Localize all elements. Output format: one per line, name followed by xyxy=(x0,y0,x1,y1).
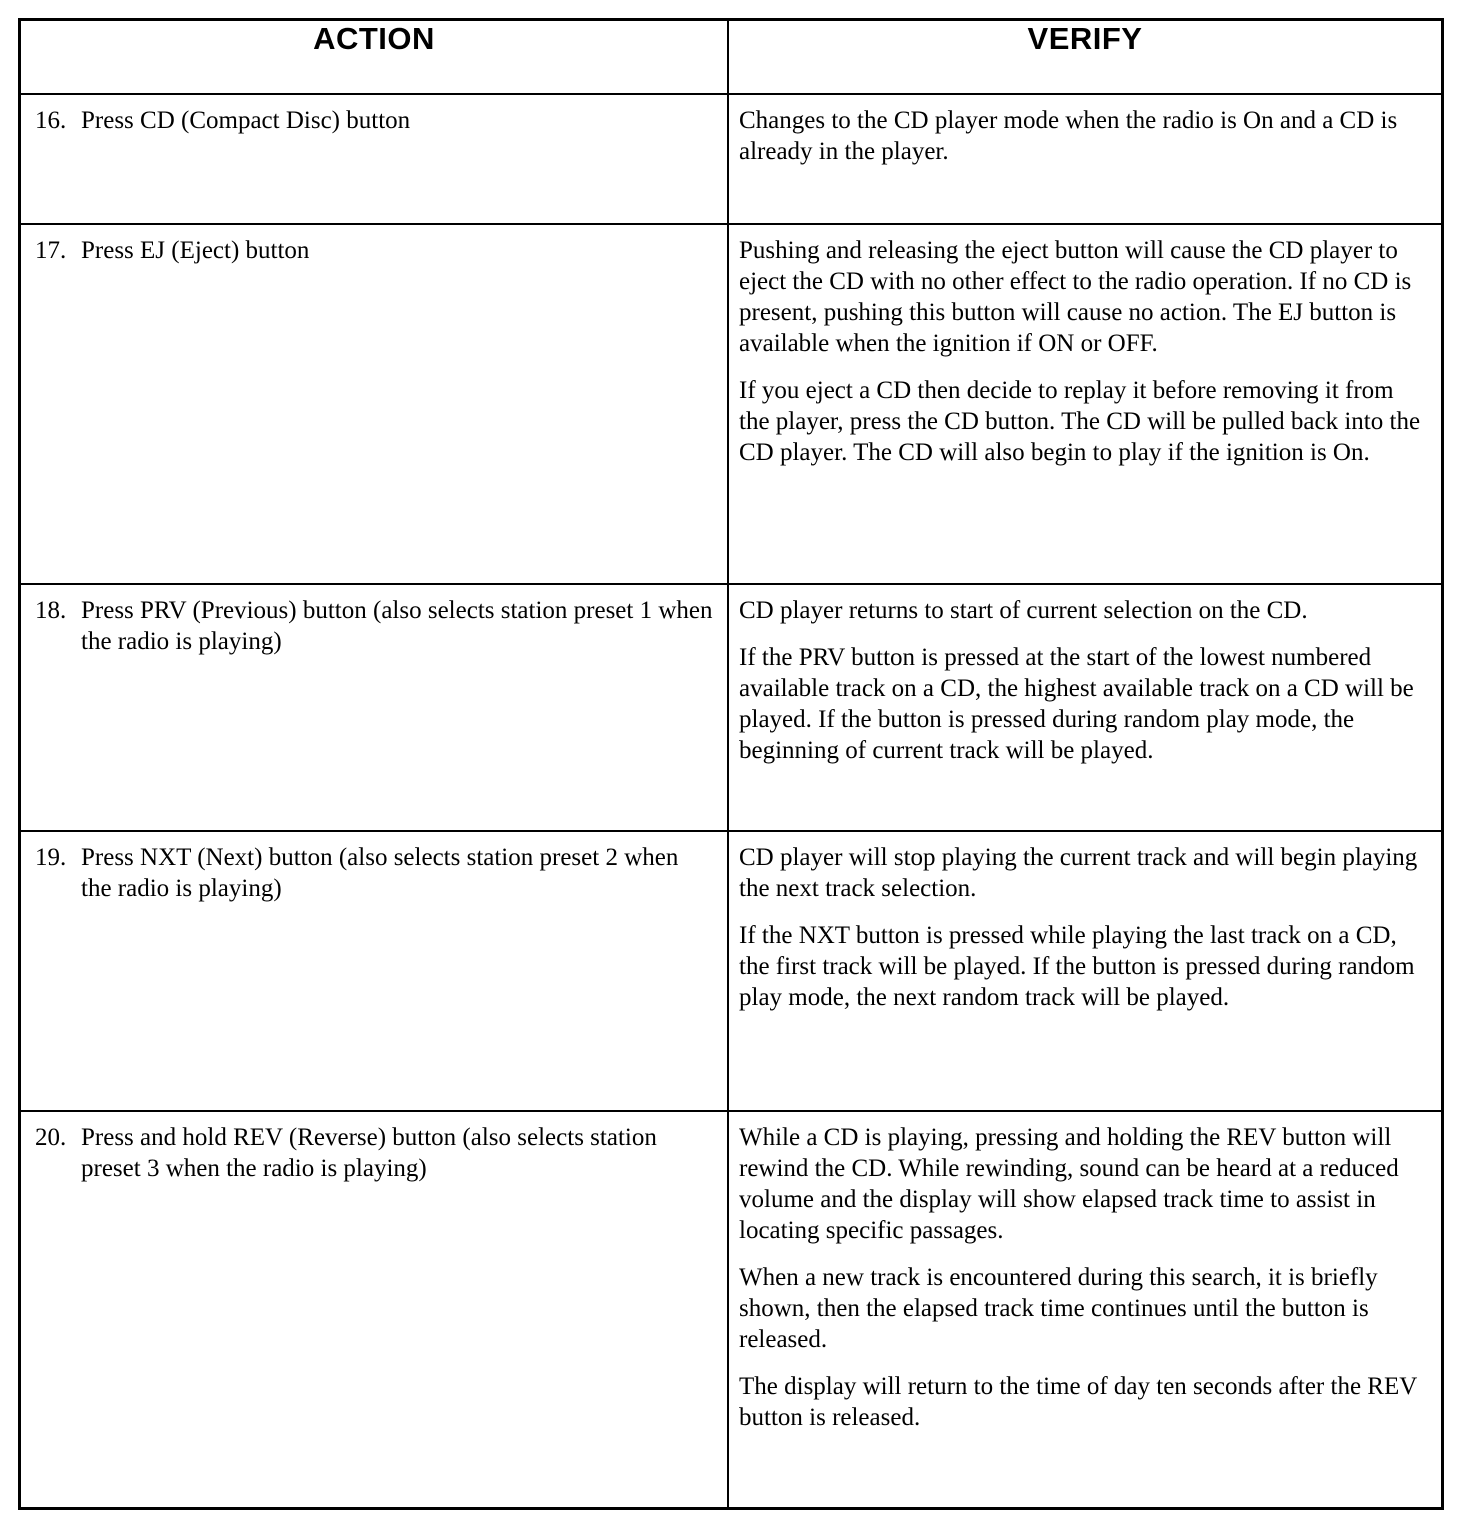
action-text: Press and hold REV (Reverse) button (also selects station preset 3 when the radio is playing) xyxy=(81,1124,657,1182)
table-row xyxy=(21,94,1441,224)
table-row xyxy=(21,1111,1441,1507)
table-row xyxy=(21,831,1441,1111)
action-text: Press PRV (Previous) button (also selects station preset 1 when the radio is playing) xyxy=(81,597,713,655)
action-text: Press NXT (Next) button (also selects station preset 2 when the radio is playing) xyxy=(81,844,679,902)
verify-paragraph: The display will return to the time of day ten seconds after the REV button is released. xyxy=(739,1373,1417,1431)
action-text: Press CD (Compact Disc) button xyxy=(81,107,411,134)
verify-paragraph: If the PRV button is pressed at the start of the lowest numbered available track on a CD, the highest available track on a CD will be played. If the button is pressed during random play mode, the beginning of current track will be played. xyxy=(739,644,1414,764)
verify-cell xyxy=(728,831,1441,1111)
verify-paragraph: CD player returns to start of current selection on the CD. xyxy=(739,597,1308,624)
header-row xyxy=(21,21,1441,94)
step-number: 20. xyxy=(35,1124,67,1151)
action-text: Press EJ (Eject) button xyxy=(81,237,310,264)
verify-paragraph: CD player will stop playing the current track and will begin playing the next track selection. xyxy=(739,844,1418,902)
verify-paragraph: While a CD is playing, pressing and holding the REV button will rewind the CD. While rewinding, sound can be heard at a reduced volume and the display will show elapsed track time to assist in locating specific passages. xyxy=(739,1124,1399,1244)
action-cell xyxy=(21,584,728,831)
verify-paragraph: If the NXT button is pressed while playing the last track on a CD, the first track will be played. If the button is pressed during random play mode, the next random track will be played. xyxy=(739,922,1415,1011)
action-cell xyxy=(21,94,728,224)
step-number: 17. xyxy=(35,237,67,264)
verify-paragraph: When a new track is encountered during this search, it is briefly shown, then the elapsed track time continues until the button is released. xyxy=(739,1264,1378,1353)
step-number: 18. xyxy=(35,597,67,624)
verify-paragraph: If you eject a CD then decide to replay it before removing it from the player, press the CD button. The CD will be pulled back into the CD player. The CD will also begin to play if the ignition is On. xyxy=(739,377,1421,466)
action-column-header: ACTION xyxy=(21,21,728,94)
procedure-table-frame xyxy=(18,18,1444,1510)
action-cell xyxy=(21,831,728,1111)
verify-paragraph: Pushing and releasing the eject button will cause the CD player to eject the CD with no other effect to the radio operation. If no CD is present, pushing this button will cause no action. The EJ button is available when the ignition if ON or OFF. xyxy=(739,237,1412,357)
action-cell xyxy=(21,224,728,584)
table-row xyxy=(21,584,1441,831)
procedure-table xyxy=(21,21,1441,1507)
verify-cell xyxy=(728,94,1441,224)
verify-column-header: VERIFY xyxy=(728,21,1441,94)
verify-cell xyxy=(728,1111,1441,1507)
verify-paragraph: Changes to the CD player mode when the radio is On and a CD is already in the player. xyxy=(739,107,1398,165)
step-number: 19. xyxy=(35,844,67,871)
verify-cell xyxy=(728,224,1441,584)
table-row xyxy=(21,224,1441,584)
action-cell xyxy=(21,1111,728,1507)
verify-cell xyxy=(728,584,1441,831)
step-number: 16. xyxy=(35,107,67,134)
